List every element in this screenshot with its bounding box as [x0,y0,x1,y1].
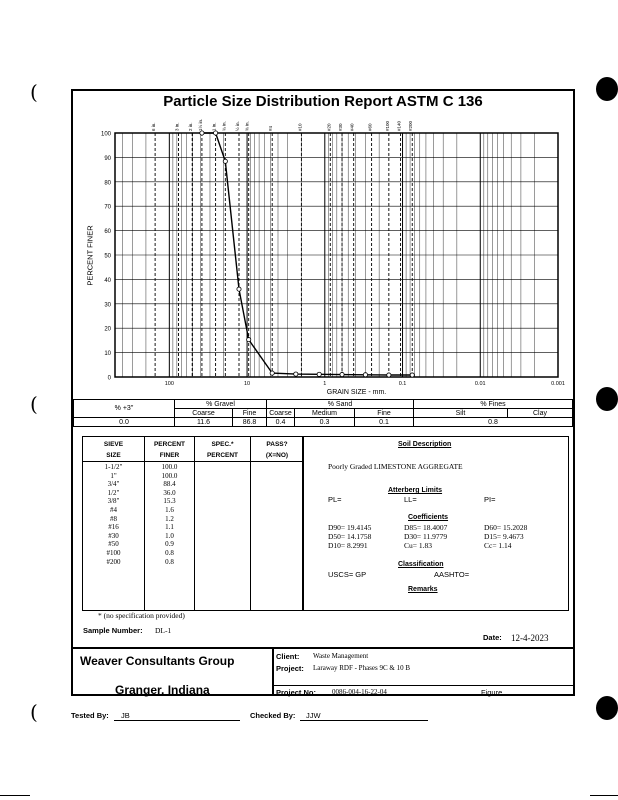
percent-finer-cell: 88.4 [163,480,176,489]
pl-label: PL= [328,495,342,504]
coarse-gravel-value: 11.6 [175,418,233,427]
binder-mark-bottom: ( [30,700,38,724]
sieve-size-cell: #50 [108,540,119,549]
client-label: Client: [276,652,300,661]
pass-header: PASS? (X=NO) [265,441,289,459]
spec-column [195,437,251,610]
percent-finer-column [145,437,195,610]
percent-finer-cell: 0.9 [165,540,174,549]
sieve-marker-label: ¾ in. [221,121,227,131]
sieve-marker-label: 3 in. [174,122,180,131]
x-tick-label: 100 [164,381,174,387]
data-point [247,338,251,342]
sieve-marker-label: #20 [326,123,332,131]
data-point [363,373,367,377]
medium-sand-header: Medium [295,409,355,418]
grain-size-chart [73,111,573,411]
y-tick-label: 30 [104,302,111,309]
percent-finer-cell: 100.0 [161,471,178,480]
x-axis-label: GRAIN SIZE - mm. [326,389,387,396]
x-tick-label: 0.001 [551,381,565,387]
data-point [213,131,217,135]
percent-finer-cell: 1.2 [165,514,174,523]
date-value: 12-4-2023 [511,633,549,643]
title-block [73,647,573,696]
sieve-marker-label: ½ in. [234,121,240,131]
d30-value: D30= 11.9779 [404,532,448,541]
data-point [223,159,227,163]
sieve-marker-label: 6 in. [151,122,157,131]
pi-label: PI= [484,495,496,504]
remarks-heading: Remarks [408,586,438,593]
sample-number-label: Sample Number: [83,626,143,635]
scan-edge-right [590,795,618,796]
fine-sand-value: 0.1 [355,418,414,427]
coarse-sand-header: Coarse [267,409,295,418]
cc-value: Cc= 1.14 [484,541,512,550]
x-tick-label: 0.01 [474,381,486,387]
sieve-marker-label: #140 [396,120,402,131]
x-tick-label: 10 [244,381,251,387]
sieve-size-cell: 1/2" [107,488,120,497]
sieve-size-cell: #30 [108,531,119,540]
y-tick-label: 60 [104,229,111,236]
company-name: Weaver Consultants Group [80,654,235,668]
tested-by-label: Tested By: [71,711,109,720]
checked-by-label: Checked By: [250,711,296,720]
sieve-size-cell: #100 [106,549,121,557]
report-title: Particle Size Distribution Report ASTM C 136 [163,93,483,110]
checked-by-value: JJW [306,711,321,720]
percent-finer-cell: 36.0 [163,488,176,497]
sieve-marker-label: 1 in. [211,122,217,131]
sieve-marker-label: #4 [268,125,274,131]
sieve-size-cell: #8 [110,514,117,523]
y-axis-label: PERCENT FINER [85,225,95,286]
medium-sand-value: 0.3 [295,418,355,427]
soil-description-heading: Soil Description [398,441,452,448]
coarse-sand-value: 0.4 [267,418,295,427]
gradation-table [73,399,573,427]
silt-value: 0.8 [414,418,573,427]
y-tick-label: 40 [104,277,111,284]
project-no-row-divider [272,685,575,686]
date-label: Date: [483,633,502,642]
y-tick-label: 90 [104,155,111,162]
y-tick-label: 70 [104,204,111,211]
sieve-marker-label: ⅜ in. [244,121,250,131]
checked-by-line [300,720,428,721]
sieve-size-column [83,437,145,610]
figure-label: Figure [481,688,503,697]
gradation-curve [202,133,412,375]
uscs-value: USCS= GP [328,570,367,579]
client-value: Waste Management [313,652,369,660]
coefficients-heading: Coefficients [408,514,449,521]
scan-edge-left [0,795,30,796]
cu-value: Cu= 1.83 [404,541,432,550]
sieve-size-cell: 1-1/2" [104,463,123,471]
percent-finer-header: PERCENT FINER [153,441,186,459]
sieve-marker-label: 1½ in. [197,118,203,131]
percent-finer-cell: 100.0 [161,463,178,471]
d50-value: D50= 14.1758 [328,532,372,541]
sieve-marker-label: #100 [384,120,390,131]
aashto-value: AASHTO= [434,570,470,579]
percent-finer-cell: 1.0 [165,531,174,540]
soil-properties [303,436,569,611]
sieve-size-header: SIEVE SIZE [103,441,124,459]
percent-finer-cell: 15.3 [163,497,176,506]
sieve-marker-label: #10 [297,123,303,131]
y-tick-label: 80 [104,180,111,187]
sieve-header-divider [83,461,302,462]
data-point [410,373,414,377]
d10-value: D10= 8.2991 [328,541,368,550]
coarse-gravel-header: Coarse [175,409,233,418]
report-frame [71,89,575,696]
project-value: Laraway RDF - Phases 9C & 10 B [313,664,411,672]
project-no-label: Project No: [276,688,317,697]
d60-value: D60= 15.2028 [484,523,528,532]
data-point [340,372,344,376]
atterberg-heading: Atterberg Limits [388,487,443,494]
x-tick-label: 0.1 [398,381,407,387]
sieve-size-cell: #200 [106,557,121,566]
spec-footnote: * (no specification provided) [98,611,185,620]
company-city: Granger, Indiana [115,683,210,697]
data-point [387,373,391,377]
gravel-header: % Gravel [175,400,267,409]
clay-header: Clay [508,409,573,418]
d85-value: D85= 18.4007 [404,523,448,532]
sieve-marker-label: #200 [408,120,414,131]
percent-finer-cell: 0.8 [165,557,174,566]
y-tick-label: 10 [104,351,111,358]
punch-hole-bottom [596,696,618,720]
fine-gravel-value: 86.8 [233,418,267,427]
data-point [270,371,274,375]
fines-header: % Fines [414,400,573,409]
plus3-header: % +3" [74,400,175,418]
classification-heading: Classification [398,561,444,568]
silt-header: Silt [414,409,508,418]
sample-number-value: DL-1 [155,626,172,635]
fine-gravel-header: Fine [233,409,267,418]
sieve-size-cell: #4 [110,506,117,514]
data-point [237,287,241,291]
data-point [200,131,204,135]
sieve-marker-label: #30 [338,123,344,131]
binder-mark-middle: ( [30,392,38,416]
y-tick-label: 50 [104,253,111,260]
plus3-value: 0.0 [74,418,175,427]
sieve-marker-label: #60 [367,123,373,131]
sieve-size-cell: #16 [108,523,119,532]
percent-finer-cell: 0.8 [165,549,174,557]
ll-label: LL= [404,495,417,504]
project-no-value: 0086-004-16-22-04 [332,688,387,696]
sieve-marker-label: 2 in. [188,122,194,131]
spec-header: SPEC.* PERCENT [206,441,239,459]
sieve-size-cell: 1" [110,471,117,480]
binder-mark-top: ( [30,80,38,104]
x-tick-label: 1 [323,381,327,387]
data-point [317,372,321,376]
d90-value: D90= 19.4145 [328,523,372,532]
fine-sand-header: Fine [355,409,414,418]
soil-description-text: Poorly Graded LIMESTONE AGGREGATE [328,462,463,471]
punch-hole-middle [596,387,618,411]
sand-header: % Sand [267,400,414,409]
sieve-size-cell: 3/4" [107,480,120,489]
pass-column [251,437,303,610]
y-tick-label: 20 [104,326,111,333]
title-block-divider [272,649,274,696]
y-tick-label: 100 [100,131,111,138]
punch-hole-top [596,77,618,101]
tested-by-line [114,720,240,721]
sieve-size-cell: 3/8" [107,497,120,506]
data-point [294,372,298,376]
sieve-marker-label: #40 [349,123,355,131]
y-tick-label: 0 [107,375,111,382]
d15-value: D15= 9.4673 [484,532,524,541]
percent-finer-cell: 1.6 [165,506,174,514]
percent-finer-cell: 1.1 [165,523,174,532]
project-label: Project: [276,664,304,673]
sieve-table [82,436,303,611]
tested-by-value: JB [121,711,130,720]
